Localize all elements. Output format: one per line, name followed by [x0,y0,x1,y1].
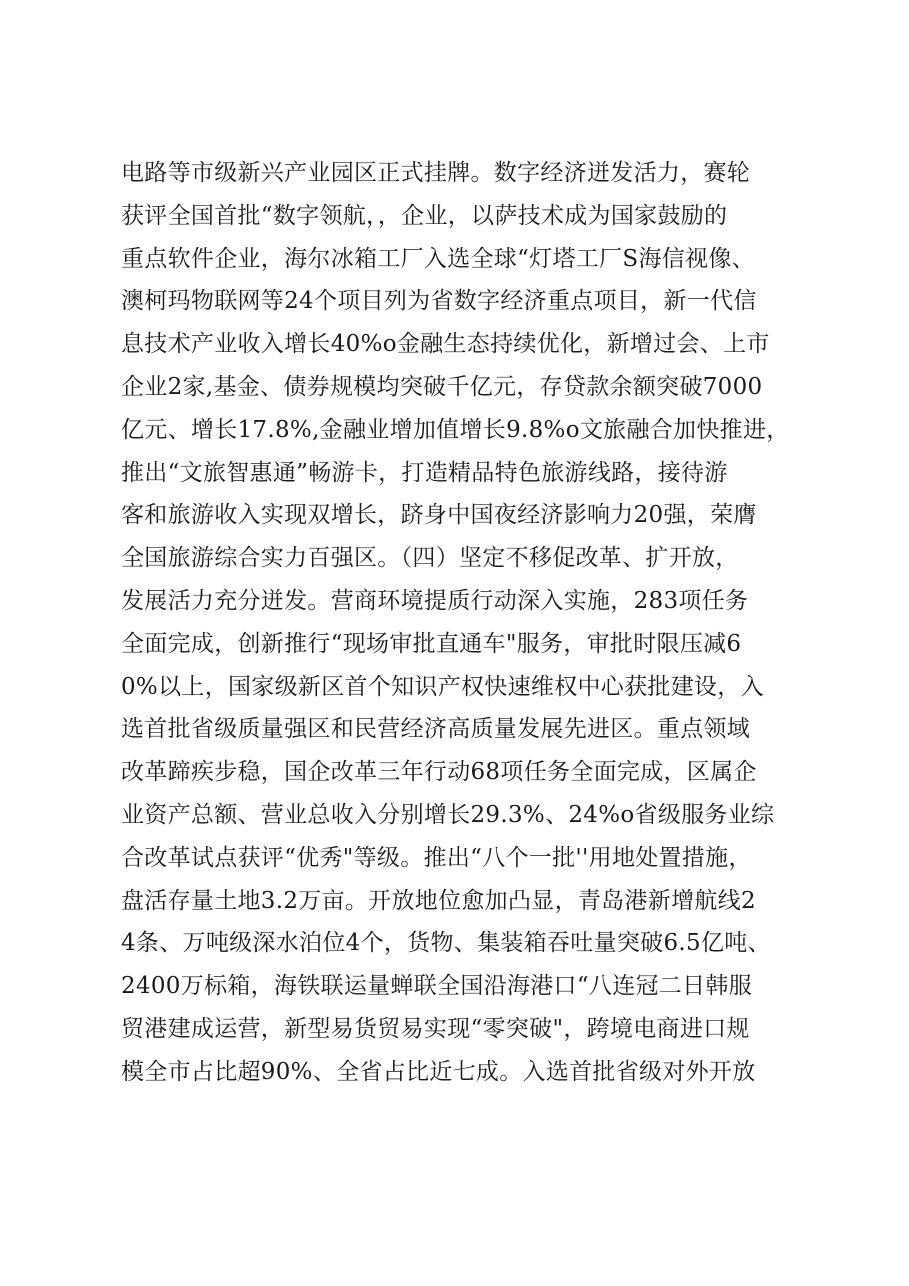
text-line-10: 全国旅游综合实力百强区。（四）坚定不移促改革、扩开放， [121,545,739,572]
text-line-13: 0%以上，国家级新区首个知识产权快速维权中心获批建设，入 [121,673,764,700]
text-line-6: 企业2家,基金、债券规模均突破千亿元，存贷款余额突破7000 [121,373,763,400]
text-line-21: 贸港建成运营，新型易货贸易实现“零突破"，跨境电商进口规 [121,1015,750,1042]
text-line-1: 电路等市级新兴产业园区正式挂牌。数字经济迸发活力，赛轮 [121,160,751,186]
text-line-20: 2400万标箱，海铁联运量蝉联全国沿海港口“八连冠二日韩服 [121,973,752,1000]
text-line-19: 4条、万吨级深水泊位4个，货物、集装箱吞吐量突破6.5亿吨、 [121,930,771,957]
text-line-12: 全面完成，创新推行“现场审批直通车"服务，审批时限压减6 [121,630,742,657]
text-line-11: 发展活力充分迸发。营商环境提质行动深入实施，283项任务 [121,587,749,614]
text-line-5: 息技术产业收入增长40%o金融生态持续优化，新增过会、上市 [121,331,770,358]
text-line-2: 获评全国首批“数字领航，，企业，以萨技术成为国家鼓励的 [121,202,728,229]
text-line-3: 重点软件企业，海尔冰箱工厂入选全球“灯塔工厂S海信视像、 [121,245,755,272]
text-line-22: 模全市占比超90%、全省占比近七成。入选首批省级对外开放 [121,1058,756,1085]
text-line-15: 改革蹄疾步稳，国企改革三年行动68项任务全面完成，区属企 [121,759,757,786]
text-line-9: 客和旅游收入实现双增长，跻身中国夜经济影响力20强，荣膺 [121,502,757,529]
text-line-17: 合改革试点获评“优秀"等级。推出“八个一批''用地处置措施， [121,844,752,871]
text-line-8: 推出“文旅智惠通”畅游卡，打造精品特色旅游线路，接待游 [121,459,728,486]
text-line-4: 澳柯玛物联网等24个项目列为省数字经济重点项目，新一代信 [121,288,757,315]
text-line-7: 亿元、增长17.8%,金融业增加值增长9.8%o文旅融合加快推进， [121,416,790,443]
body-text [121,152,801,1094]
text-line-14: 选首批省级质量强区和民营经济高质量发展先进区。重点领域 [121,716,751,743]
text-line-16: 业资产总额、营业总收入分别增长29.3%、24%o省级服务业综 [121,801,775,828]
text-line-18: 盘活存量土地3.2万亩。开放地位愈加凸显，青岛港新增航线2 [121,887,756,914]
